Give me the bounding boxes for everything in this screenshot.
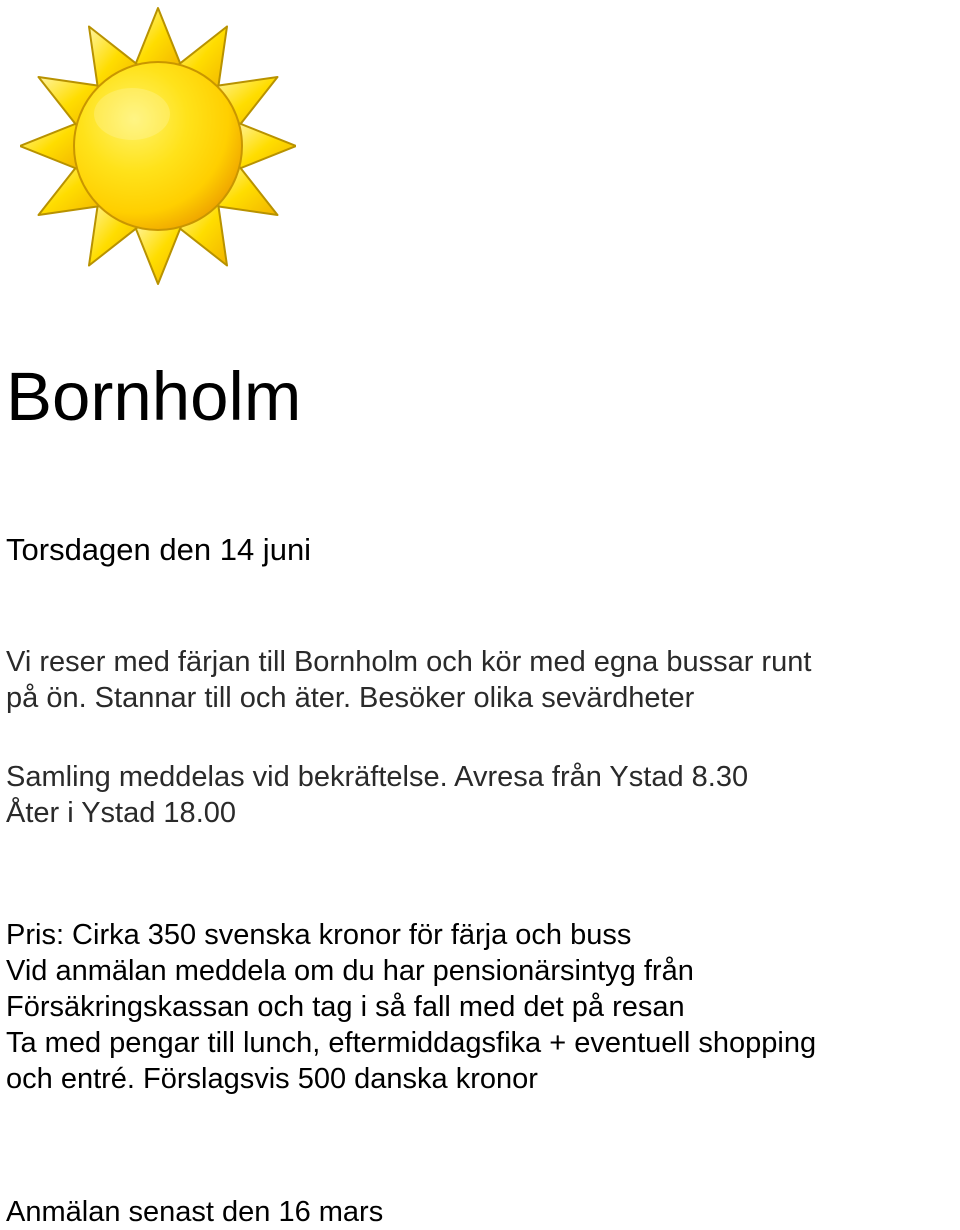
info-line: Pris: Cirka 350 svenska kronor för färja och buss: [6, 919, 632, 951]
page-title: Bornholm: [6, 358, 302, 435]
sun-ray: [20, 122, 80, 170]
sun-ray: [134, 224, 182, 284]
event-date: Torsdagen den 14 juni: [6, 532, 312, 567]
intro-line: på ön. Stannar till och äter. Besöker olika sevärdheter: [6, 682, 695, 714]
intro-line: Vi reser med färjan till Bornholm och kör med egna bussar runt: [6, 646, 812, 678]
sun-icon: [20, 4, 296, 288]
info-line: och entré. Förslagsvis 500 danska kronor: [6, 1063, 538, 1095]
info-line: Ta med pengar till lunch, eftermiddagsfika + eventuell shopping: [6, 1027, 817, 1059]
info-line: Vid anmälan meddela om du har pensionärsintyg från: [6, 955, 694, 987]
sun-ray: [134, 8, 182, 68]
info-paragraph: [6, 917, 816, 1097]
schedule-line: Åter i Ystad 18.00: [6, 797, 237, 829]
info-line: Försäkringskassan och tag i så fall med det på resan: [6, 991, 685, 1023]
sun-core: [74, 62, 242, 230]
intro-paragraph: [6, 644, 811, 716]
schedule-paragraph: [6, 759, 748, 831]
registration-deadline: Anmälan senast den 16 mars: [6, 1196, 384, 1228]
schedule-line: Samling meddelas vid bekräftelse. Avresa från Ystad 8.30: [6, 761, 749, 793]
sun-ray: [236, 122, 296, 170]
